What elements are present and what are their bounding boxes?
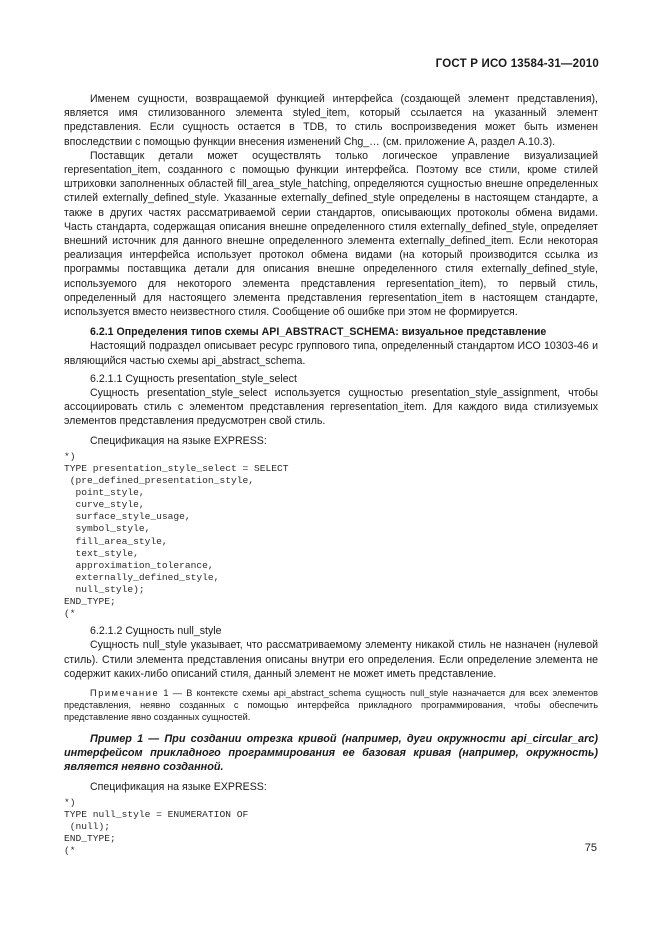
- section-heading-6-2-1: 6.2.1 Определения типов схемы API_ABSTRACT_SCHEMA: визуальное представление: [90, 326, 547, 339]
- example-1: Пример 1 — При создании отрезка кривой (например, дуги окружности api_circular_arc) интерфейсом прикладного программирования ее базовая кривая (например, окружность) является неявно созданной.: [64, 732, 598, 774]
- express-spec-label: Спецификация на языке EXPRESS:: [90, 434, 267, 447]
- subsection-heading-6-2-1-2: 6.2.1.2 Сущность null_style: [90, 625, 222, 638]
- subsection-text-6-2-1-2: Сущность null_style указывает, что рассматриваемому элементу никакой стиль не назначен (нулевой стиль). Стили элемента представления описаны внутри его определения. Если определение элемента не содержит каких-либо описаний стиля, данный элемент не может иметь представление.: [64, 639, 598, 680]
- paragraph-supplier-control: Поставщик детали может осуществлять только логическое управление визуализацией representation_item, созданного с помощью функции интерфейса. Поэтому все стили, кроме стилей штриховки заполненных областей fill_area_style_hatching, определяются сущностью внешне определенных стилей externally_defined_style. Указанные externally_defined_style определены в настоящем стандарте, а также в других частях рассматриваемой серии стандартов, описывающих протоколы обмена видами. Часть стандарта, содержащая описания внешне определенного стиля externally_defined_style, определяет внешний источник для данного внешне определенного элемента externally_defined_item. Если некоторая реализация интерфейса использует протокол обмена видами (на который производится ссылка из программы поставщика детали для описания внешне определенного стиля externally_defined_style, используемого для некоторого элемента представления representation_item), то первый стиль, определенный для настоящего элемента представления representation_item в настоящем стандарте, используется вместо неизвестного стиля. Сообщение об ошибке при этом не формируется.: [64, 149, 598, 319]
- document-header: ГОСТ Р ИСО 13584-31—2010: [435, 58, 599, 70]
- note-label: Примечание: [90, 688, 160, 698]
- subsection-heading-6-2-1-1: 6.2.1.1 Сущность presentation_style_select: [90, 372, 297, 385]
- note: [64, 687, 598, 724]
- page-content: [64, 92, 598, 858]
- express-spec-label-2: Спецификация на языке EXPRESS:: [90, 780, 267, 793]
- express-code-null-style: *) TYPE null_style = ENUMERATION OF (null); END_TYPE; (*: [64, 797, 249, 857]
- express-code-presentation-style-select: *) TYPE presentation_style_select = SELECT (pre_defined_presentation_style, point_style, curve_style, surface_style_usage, symbol_style, fill_area_style, text_style, approximation_tolerance, externally_defined_style, null_style); END_TYPE; (*: [64, 450, 289, 620]
- subsection-text-6-2-1-1: Сущность presentation_style_select используется сущностью presentation_style_assignment, чтобы ассоциировать стиль с элементом представления representation_item. Для каждого вида стилизуемых элементов представления предусмотрен свой стиль.: [64, 387, 598, 428]
- section-intro: Настоящий подраздел описывает ресурс группового типа, определенный стандартом ИСО 10303-46 и являющийся частью схемы api_abstract_schema.: [64, 340, 598, 367]
- paragraph-style-name: Именем сущности, возвращаемой функцией интерфейса (создающей элемент представления), является имя стилизованного элемента styled_item, который ссылается на указанный элемент представления. Если сущность остается в TDB, то стиль воспроизведения может быть изменен впоследствии с помощью функции внесения изменений Chg_… (см. приложение А, раздел А.10.3).: [64, 93, 598, 148]
- page-number: 75: [584, 842, 597, 854]
- note-text: 1 — В контексте схемы api_abstract_schema сущность null_style назначается для всех элементов представления, неявно созданных с помощью интерфейса прикладного программирования, чтобы обеспечить представление явно созданных сущностей.: [64, 688, 598, 723]
